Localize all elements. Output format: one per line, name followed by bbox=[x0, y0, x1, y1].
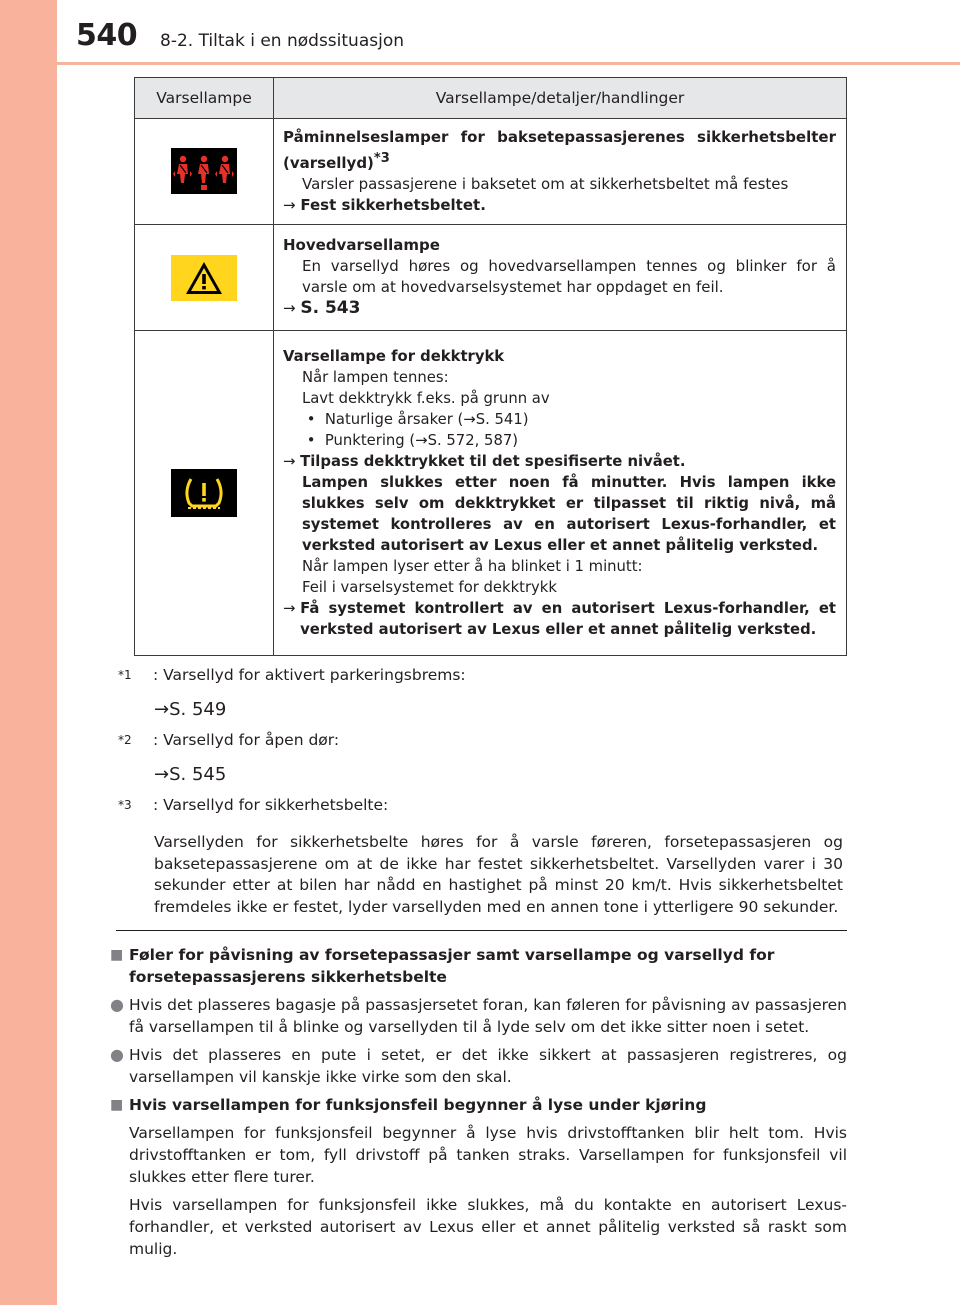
footnote bbox=[118, 730, 843, 755]
list-item: • Naturlige årsaker (→S. 541) bbox=[302, 410, 529, 428]
lamp-cell bbox=[135, 119, 274, 225]
details-cell bbox=[274, 225, 847, 331]
table-row bbox=[135, 119, 847, 225]
column-header-details: Varsellampe/detaljer/handlinger bbox=[274, 78, 847, 119]
condition-label: Når lampen lyser etter å ha blinket i 1 minutt: bbox=[302, 557, 643, 575]
action-text: Tilpass dekktrykket til det spesifiserte nivået. bbox=[300, 452, 686, 470]
action-line bbox=[283, 451, 836, 472]
action-line bbox=[283, 598, 836, 640]
lamp-description: En varsellyd høres og hovedvarsellampen tennes og blinker for å varsle om at hovedvarselsystemet har oppdaget en feil. bbox=[302, 257, 836, 296]
lamp-cell bbox=[135, 225, 274, 331]
list-item: • Punktering (→S. 572, 587) bbox=[302, 431, 519, 449]
condition-label: Når lampen tennes: bbox=[302, 368, 449, 386]
warning-lamp-table bbox=[134, 77, 847, 656]
table-row bbox=[135, 225, 847, 331]
note-heading: ■ Føler for påvisning av forsetepassasjer samt varsellampe og varsellyd for forsetepassasjerens sikkerhetsbelte bbox=[110, 946, 775, 986]
table-header-row bbox=[135, 78, 847, 119]
master-warning-icon bbox=[171, 255, 237, 301]
arrow-icon: → bbox=[283, 299, 296, 317]
action-detail: Lampen slukkes etter noen få minutter. Hvis lampen ikke slukkes selv om dekktrykket er tilpasset til riktig nivå, må systemet kontrolleres av en autorisert Lexus-forhandler, et verksted autorisert av Lexus eller et annet pålitelig verksted. bbox=[302, 473, 836, 554]
lamp-description: Varsler passasjerene i baksetet om at sikkerhetsbeltet må festes bbox=[302, 174, 789, 193]
footnote-mark: *1 bbox=[118, 668, 132, 682]
arrow-icon: → bbox=[283, 599, 296, 617]
footnote bbox=[118, 665, 843, 690]
list-item: ● Hvis det plasseres en pute i setet, er det ikke sikkert at passasjeren registreres, og varsellampen vil kanskje ikke virke som den skal. bbox=[110, 1045, 847, 1086]
details-cell bbox=[274, 119, 847, 225]
section-title: 8-2. Tiltak i en nødssituasjon bbox=[160, 31, 404, 51]
footnote-text: : Varsellyd for aktivert parkeringsbrems: bbox=[153, 666, 466, 684]
rear-seatbelt-reminder-icon bbox=[171, 148, 237, 194]
footnote-paragraph: Varsellyden for sikkerhetsbelte høres for å varsle føreren, forsetepassasjeren og baksetepassasjerene om at de ikke har festet sikkerhetsbeltet. Varsellyden varer i 30 sekunder etter at bilen har nådd en hastighet på minst 20 km/t. Hvis sikkerhetsbeltet fremdeles ikke er festet, lyder varsellyden med en annen tone i ytterligere 90 sekunder. bbox=[154, 833, 843, 916]
action-line bbox=[283, 298, 836, 319]
page-margin-tab bbox=[0, 0, 57, 1305]
page-number: 540 bbox=[76, 18, 138, 53]
footnote bbox=[118, 795, 843, 820]
footnote-page-ref: →S. 549 bbox=[154, 699, 227, 720]
header-divider bbox=[57, 62, 960, 65]
column-header-lamp: Varsellampe bbox=[135, 78, 274, 119]
cause-intro: Lavt dekktrykk f.eks. på grunn av bbox=[302, 389, 550, 407]
footnote-page-ref: →S. 545 bbox=[154, 764, 227, 785]
footnotes bbox=[118, 665, 843, 918]
circle-bullet-icon: ● bbox=[110, 995, 124, 1014]
details-cell bbox=[274, 331, 847, 656]
note-paragraph: Hvis varsellampen for funksjonsfeil ikke slukkes, må du kontakte en autorisert Lexus-forhandler, et verksted autorisert av Lexus eller et annet pålitelig verksted så raskt som mulig. bbox=[129, 1196, 847, 1258]
footnote-text: : Varsellyd for sikkerhetsbelte: bbox=[153, 796, 389, 814]
note-paragraph: Varsellampen for funksjonsfeil begynner å lyse hvis drivstofftanken blir helt tom. Hvis drivstofftanken er tom, fyll drivstoff på tanken straks. Varsellampen for funksjonsfeil vil slukkes etter flere turer. bbox=[129, 1124, 847, 1186]
footnote-text: : Varsellyd for åpen dør: bbox=[153, 731, 340, 749]
square-bullet-icon: ■ bbox=[110, 947, 124, 963]
page-reference: S. 543 bbox=[300, 298, 361, 318]
square-bullet-icon: ■ bbox=[110, 1097, 124, 1113]
footnote-ref: *3 bbox=[373, 150, 390, 166]
lamp-title: Varsellampe for dekktrykk bbox=[283, 347, 505, 365]
arrow-icon: → bbox=[283, 452, 296, 470]
action-line bbox=[283, 195, 836, 216]
list-item: ● Hvis det plasseres bagasje på passasjersetet foran, kan føleren for påvisning av passasjeren få varsellampen til å blinke og varsellyden til å lyde selv om det ikke sitter noen i setet. bbox=[110, 995, 847, 1036]
table-row bbox=[135, 331, 847, 656]
section-divider bbox=[116, 930, 847, 931]
note-heading: ■ Hvis varsellampen for funksjonsfeil begynner å lyse under kjøring bbox=[110, 1096, 707, 1114]
arrow-icon: → bbox=[283, 195, 296, 214]
footnote-mark: *3 bbox=[118, 798, 132, 812]
notes-section bbox=[110, 944, 847, 1266]
lamp-title: Påminnelseslamper for baksetepassasjerenes sikkerhetsbelter (varsellyd)$^{*3}$ bbox=[283, 127, 836, 172]
tire-pressure-warning-icon bbox=[171, 469, 237, 517]
circle-bullet-icon: ● bbox=[110, 1045, 124, 1064]
lamp-cell bbox=[135, 331, 274, 656]
action-text: Fest sikkerhetsbeltet. bbox=[300, 195, 486, 214]
footnote-mark: *2 bbox=[118, 733, 132, 747]
lamp-title: Hovedvarsellampe bbox=[283, 236, 440, 254]
condition-detail: Feil i varselsystemet for dekktrykk bbox=[302, 578, 557, 596]
action-text: Få systemet kontrollert av en autorisert Lexus-forhandler, et verksted autorisert av Lexus eller et annet pålitelig verksted. bbox=[300, 599, 836, 638]
